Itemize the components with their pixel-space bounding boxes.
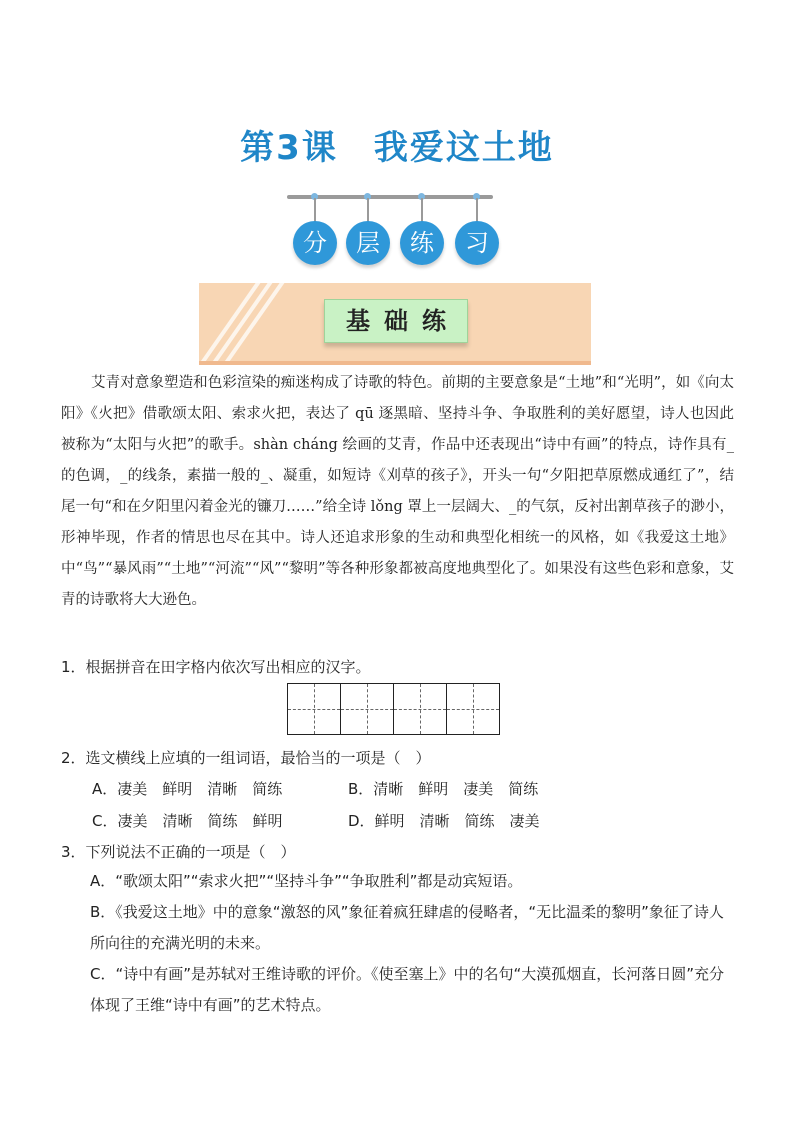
q3-option-b: B．《我爱这土地》中的意象“激怒的风”象征着疯狂肆虐的侵略者，“无比温柔的黎明”象征了诗人所向往的充满光明的未来。 — [90, 903, 724, 952]
hanger-string — [314, 198, 316, 222]
tag-circle: 练 — [400, 221, 444, 265]
lesson-title: 我爱这土地 — [373, 128, 554, 168]
option-b: B．清晰 鲜明 凄美 简练 — [348, 780, 539, 798]
reading-passage: 艾青对意象塑造和色彩渲染的痴迷构成了诗歌的特色。前期的主要意象是“土地”和“光明”，如《向太阳》《火把》借歌颂太阳、索求火把，表达了 qū 逐黑暗、坚持斗争、争取胜利的美好愿望，诗人也因此被称为“太阳与火把”的歌手。shàn cháng 绘画的艾青，作品中还表现出“诗中有画”的特点，诗作具有_的色调，_的线条，素描一般的_、凝重，如短诗《刈草的孩子》，开头一句“夕阳把草原燃成通红了”，结尾一句“和在夕阳里闪着金光的镰刀……”给全诗 lǒng 罩上一层阔大、_的气氛，反衬出割草孩子的渺小，形神毕现，作者的情思也尽在其中。诗人还追求形象的生动和典型化相统一的风格，如《我爱这土地》中“鸟”“暴风雨”“土地”“河流”“风”“黎明”等各种形象都被高度地典型化了。如果没有这些色彩和意象，艾青的诗歌将大大逊色。 — [61, 375, 734, 608]
tag-circle: 习 — [455, 221, 499, 265]
q3-option-a: A．“歌颂太阳”“索求火把”“坚持斗争”“争取胜利”都是动宾短语。 — [90, 872, 523, 890]
question-1: 1．根据拼音在田字格内依次写出相应的汉字。 — [61, 658, 371, 676]
option-a: A．凄美 鲜明 清晰 简练 — [92, 780, 283, 798]
hanger-string — [476, 198, 478, 222]
hanger-string — [421, 198, 423, 222]
tag-circle: 分 — [293, 221, 337, 265]
question-2: 2．选文横线上应填的一组词语，最恰当的一项是（ ） — [61, 749, 431, 767]
tianzi-grid — [287, 683, 503, 735]
tag-circle: 层 — [346, 221, 390, 265]
q3-option-c: C．“诗中有画”是苏轼对王维诗歌的评价。《使至塞上》中的名句“大漠孤烟直，长河落日圆”充分体现了王维“诗中有画”的艺术特点。 — [90, 965, 725, 1014]
option-d: D．鲜明 清晰 简练 凄美 — [348, 812, 540, 830]
grid-cell[interactable] — [446, 683, 500, 735]
page-title — [0, 120, 794, 169]
grid-cell[interactable] — [340, 683, 394, 735]
section-label: 基础练 — [324, 299, 468, 343]
grid-cell[interactable] — [287, 683, 341, 735]
option-c: C．凄美 清晰 简练 鲜明 — [92, 812, 283, 830]
lesson-number: 第3课 — [240, 128, 338, 168]
grid-cell[interactable] — [393, 683, 447, 735]
question-3: 3．下列说法不正确的一项是（ ） — [61, 843, 296, 861]
hanger-string — [367, 198, 369, 222]
